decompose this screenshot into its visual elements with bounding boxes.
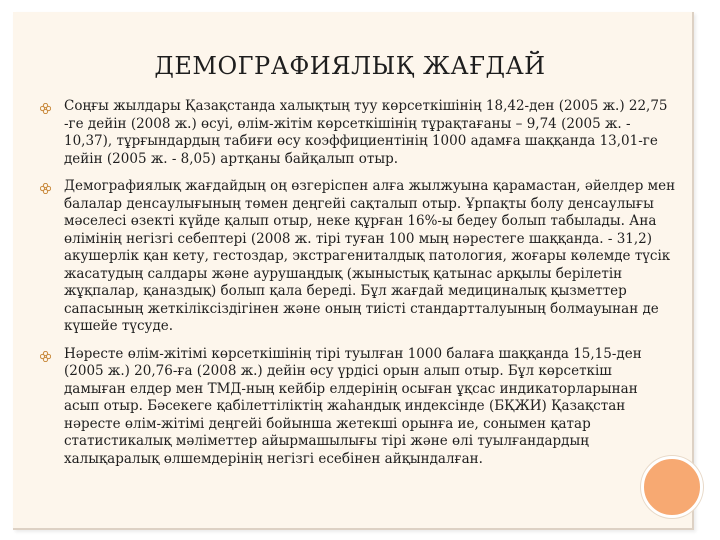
decorative-circle — [641, 456, 703, 518]
bullet-item-2 — [40, 178, 676, 336]
bullet-item-3 — [40, 346, 676, 469]
bullet-text: Демографиялық жағдайдың оң өзгеріспен алға жылжуына қарамастан, әйелдер мен балалар денсаулығының төмен деңгейі сақталып отыр. Ұрпақты болу денсаулығы мәселесі өзекті күйде қалып отыр, неке құрған 16%-ы бедеу болып табылады. Ана өлімінің негізгі себептері (2008 ж. тірі туған 100 мың нәрестеге шаққанда. - 31,2) акушерлік қан кету, гестоздар, экстрагениталдық патология, жоғары көлемде түсік жасатудың салдары және аурушаңдық (жыныстық қатынас арқылы берілетін жұқпалар, қаназдық) болып қала береді. Бұл жағдай медициналық қызметтер сапасының жеткіліксіздігінен және оның тиісті стандартталуының болмауынан де күшейе түсуде. — [64, 178, 676, 334]
bullet-text: Нәресте өлім-жітімі көрсеткішінің тірі туылған 1000 балаға шаққанда 15,15-ден (2005 ж.) 20,76-ға (2008 ж.) дейін өсу үрдісі орын алып отыр. Бұл көрсеткіш дамыған елдер мен ТМД-ның кейбір елдерінің осыған ұқсас индикаторларынан асып отыр. Бәсекеге қабілеттіліктің жаһандық индексінде (БҚЖИ) Қазақстан нәресте өлім-жітімі деңгейі бойынша жетекші орынға ие, сонымен қатар статистикалық мәліметтер айырмашылығы тірі және өлі туылғандардың халықаралық өлшемдерінің негізгі есебінен айқындалған. — [64, 345, 642, 467]
slide-title: ДЕМОГРАФИЯЛЫҚ ЖАҒДАЙ — [154, 52, 546, 80]
bullet-list — [40, 98, 676, 478]
flower-bullet-icon — [40, 351, 51, 362]
flower-bullet-icon — [40, 103, 51, 114]
bullet-item-1 — [40, 98, 676, 168]
bullet-text: Соңғы жылдары Қазақстанда халықтың туу көрсеткішінің 18,42-ден (2005 ж.) 22,75 -ге дейін (2008 ж.) өсуі, өлім-жітім көрсеткішінің тұрақтағаны – 9,74 (2005 ж. - 10,37), тұрғындардың табиғи өсу коэффициентінің 1000 адамға шаққанда 13,01-ге дейін (2005 ж. - 8,05) артқаны байқалып отыр. — [64, 98, 668, 167]
flower-bullet-icon — [40, 183, 51, 194]
